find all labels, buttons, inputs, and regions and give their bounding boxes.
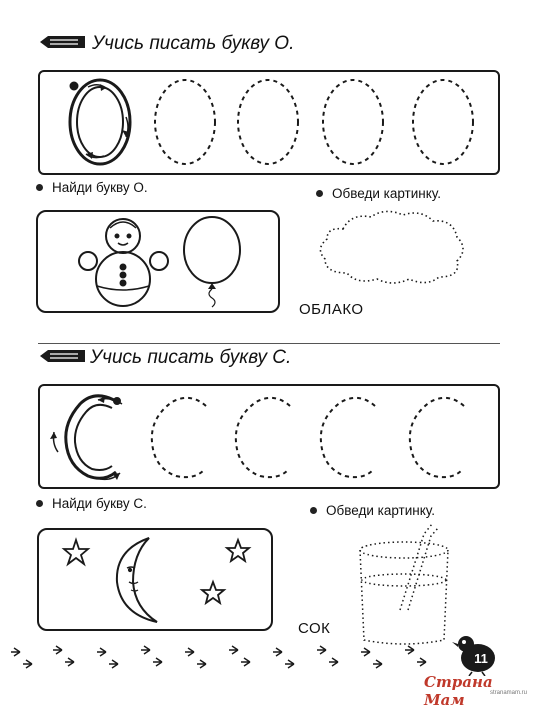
- star-icon: [227, 540, 249, 561]
- trace-picture-task-o: Обведи картинку.: [316, 186, 441, 201]
- letter-o-sample: [70, 80, 130, 164]
- pencil-icon: [38, 34, 88, 50]
- pencil-icon: [38, 348, 88, 364]
- balloon-icon: [184, 217, 240, 307]
- doll-icon: [79, 219, 168, 306]
- find-letter-o-box: [36, 210, 280, 313]
- find-letter-c-box: [37, 528, 273, 631]
- letter-c-sample: [50, 396, 122, 480]
- picture-word-oblako: ОБЛАКО: [299, 301, 364, 318]
- star-icon: [202, 582, 224, 603]
- find-o-pictures: [38, 212, 278, 311]
- footprints-decoration: [0, 640, 470, 680]
- letter-o-practice-box: [38, 70, 500, 175]
- cloud-tracing-icon: [313, 207, 471, 289]
- find-letter-c-task: Найди букву С.: [36, 496, 147, 511]
- letter-c-tracing: [40, 386, 498, 487]
- crescent-moon-icon: [117, 538, 157, 622]
- letter-o-tracing: [40, 72, 498, 173]
- section-title-c: Учись писать букву С.: [90, 347, 292, 368]
- dashed-o-letters: [155, 80, 473, 164]
- find-letter-o-task: Найди букву О.: [36, 180, 148, 195]
- picture-word-sok: СОК: [298, 620, 331, 637]
- find-c-pictures: [39, 530, 271, 629]
- star-icon: [64, 540, 88, 564]
- dashed-c-letters: [152, 398, 464, 477]
- site-watermark: stranamam.ru: [490, 690, 528, 696]
- section-title-o: Учись писать букву О.: [92, 33, 295, 54]
- page-number: 11: [474, 651, 488, 666]
- juice-glass-tracing-icon: [352, 520, 460, 650]
- letter-c-practice-box: [38, 384, 500, 489]
- brand-watermark: Страна Мам: [424, 673, 493, 709]
- section-divider: [38, 343, 500, 344]
- trace-picture-task-c: Обведи картинку.: [310, 503, 435, 518]
